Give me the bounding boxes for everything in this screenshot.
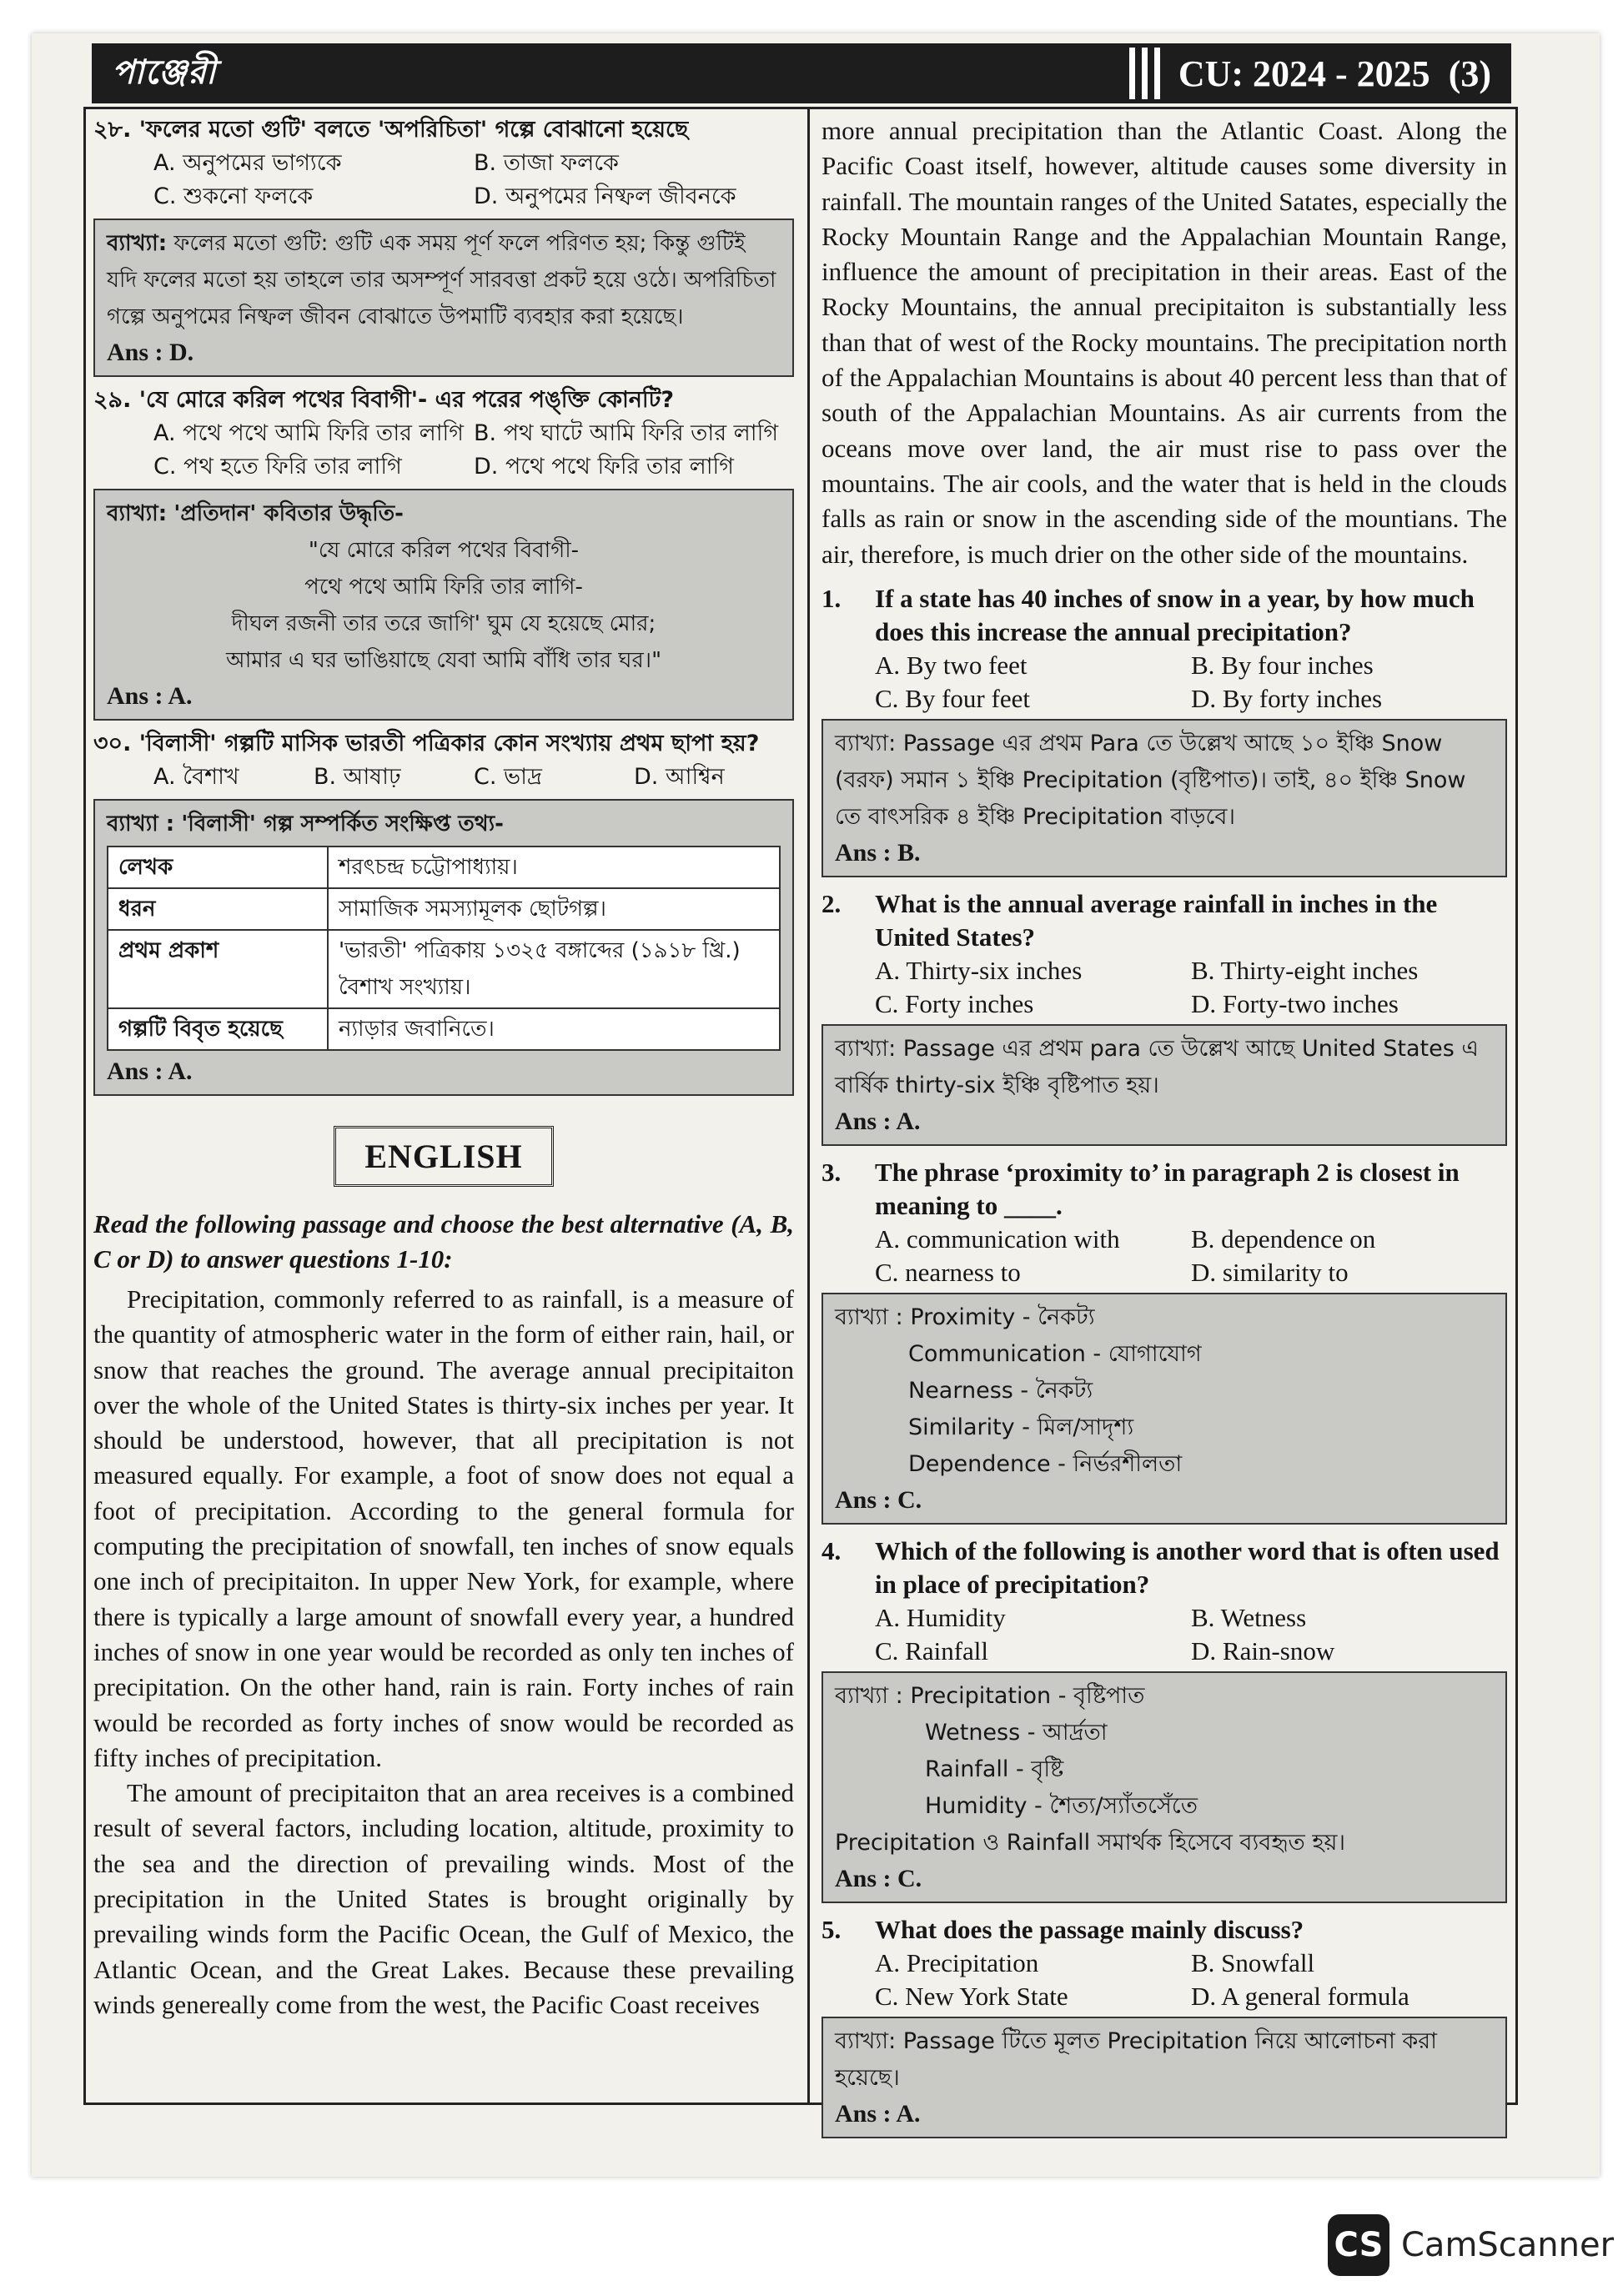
explanation-box-4 [822, 1671, 1507, 1903]
info-table [107, 846, 781, 1051]
option: C. By four feet [875, 683, 1030, 713]
explanation-label: ব্যাখ্যা: [107, 231, 168, 256]
explanation-text: Passage এর প্রথম Para তে উল্লেখ আছে ১০ ইঞ্চি Snow (বরফ) সমান ১ ইঞ্চি Precipitation (বৃষ্টিপাত)। তাই, ৪০ ইঞ্চি Snow তে বাৎসরিক ৪ ইঞ্চি Precipitation বাড়বে। [835, 730, 1466, 830]
table-value: ন্যাড়ার জবানিতে। [328, 1008, 780, 1050]
explanation-label: ব্যাখ্যা: [835, 730, 897, 756]
explanation-text: Passage টিতে মূলত Precipitation নিয়ে আলোচনা করা হয়েছে। [835, 2027, 1437, 2091]
table-row [108, 847, 780, 888]
explanation-box-1 [822, 719, 1507, 877]
table-value: 'ভারতী' পত্রিকায় ১৩২৫ বঙ্গাব্দের (১৯১৮ খ্রি.) বৈশাখ সংখ্যায়। [328, 930, 780, 1008]
gloss-line: Humidity - শৈত্য/স্যাঁতসেঁতে [925, 1792, 1198, 1819]
passage-instruction: Read the following passage and choose the best alternative (A, B, C or D) to answer questions 1-10: [93, 1209, 794, 1274]
question-number: 1. [822, 583, 842, 613]
table-key: প্রথম প্রকাশ [108, 930, 328, 1008]
explanation-label: ব্যাখ্যা : [107, 811, 175, 837]
explanation-box-29 [93, 489, 794, 721]
question-29-options [93, 417, 794, 484]
verse-line: পথে পথে আমি ফিরি তার লাগি- [304, 575, 583, 600]
explanation-box-28 [93, 219, 794, 377]
verse-line: "যে মোরে করিল পথের বিবাগী- [308, 538, 580, 563]
table-row [108, 930, 780, 1008]
english-question-1 [822, 582, 1507, 649]
option: B. Wetness [1191, 1602, 1307, 1632]
option: A. Precipitation [875, 1947, 1039, 1977]
option: A. পথে পথে আমি ফিরি তার লাগি [153, 420, 464, 446]
gloss-line: Wetness - আর্দ্রতা [925, 1719, 1108, 1746]
explanation-label: ব্যাখ্যা : [835, 1304, 903, 1330]
option: B. তাজা ফলকে [474, 150, 619, 176]
option: B. পথ ঘাটে আমি ফিরি তার লাগি [474, 420, 779, 446]
question-4-options [822, 1601, 1507, 1668]
table-key: গল্পটি বিবৃত হয়েছে [108, 1008, 328, 1050]
option: A. By two feet [875, 650, 1028, 680]
option: A. Humidity [875, 1602, 1006, 1632]
english-question-3 [822, 1156, 1507, 1223]
question-text: What is the annual average rainfall in inches in the United States? [875, 888, 1438, 952]
gloss-line: Rainfall - বৃষ্টি [925, 1756, 1064, 1782]
explanation-box-5 [822, 2017, 1507, 2138]
poem-verse [107, 532, 781, 679]
passage-paragraph-2-continued: more annual precipitation than the Atlantic Coast. Along the Pacific Coast itself, however, altitude causes some diversity in rainfall. The mountain ranges of the United Satates, especially the Rocky Mountain Range and the Appalachian Mountain Range, influence the amount of precipitation in their areas. East of the Rocky Mountains, the annual precipitaiton is substantially less than that of west of the Rocky mountains. The precipitation north of the Appalachian Mountains is about 40 percent less than that of south of the Appalachian Mountains. As air currents from the oceans move over land, the air must rise to pass over the mountains. The air cools, and the water that is held in the clouds falls as rain or snow in the ascending side of the mountians. The air, therefore, is much drier on the other side of the mountains. [822, 116, 1507, 569]
question-text: The phrase ‘proximity to’ in paragraph 2 is closest in meaning to ____. [875, 1157, 1460, 1220]
english-question-4 [822, 1535, 1507, 1601]
question-number: 3. [822, 1157, 842, 1187]
gloss-line: Precipitation - বৃষ্টিপাত [910, 1682, 1145, 1709]
option: C. nearness to [875, 1257, 1021, 1287]
table-value: শরৎচন্দ্র চট্টোপাধ্যায়। [328, 847, 780, 888]
camscanner-logo-icon: CS [1328, 2214, 1389, 2276]
question-text: What does the passage mainly discuss? [875, 1914, 1304, 1944]
section-title-english: ENGLISH [334, 1126, 554, 1187]
page-header [92, 43, 1511, 103]
explanation-label: ব্যাখ্যা : [835, 1682, 903, 1709]
column-divider [807, 107, 810, 2105]
answer-3: Ans : C. [835, 1485, 922, 1514]
answer-2: Ans : A. [835, 1107, 921, 1135]
question-29: ২৯. 'যে মোরে করিল পথের বিবাগী'- এর পরের পঙ্‌ক্তি কোনটি? [93, 387, 675, 413]
right-column [822, 113, 1507, 2142]
option: C. New York State [875, 1981, 1068, 2011]
table-value: সামাজিক সমস্যামূলক ছোটগল্প। [328, 888, 780, 930]
header-right [1129, 48, 1491, 99]
gloss-line: Dependence - নির্ভরশীলতা [908, 1450, 1183, 1477]
left-column [93, 113, 794, 2022]
option: B. dependence on [1191, 1223, 1376, 1254]
gloss-line: Nearness - নৈকট্য [908, 1377, 1093, 1404]
page-number: (3) [1448, 53, 1491, 94]
option: A. Thirty-six inches [875, 955, 1083, 985]
option: A. communication with [875, 1223, 1120, 1254]
question-number: 5. [822, 1914, 842, 1944]
passage-paragraph-2: The amount of precipitaiton that an area receives is a combined result of several factors, including location, altitude, proximity to the sea and the direction of prevailing winds. Most of the precipitation in the United States is brought originally by prevailing winds form the Pacific Ocean, the Gulf of Mexico, the Atlantic Ocean, and the Great Lakes. Because these prevailing winds genereally come from the west, the Pacific Coast receives [93, 1778, 794, 2019]
answer-4: Ans : C. [835, 1864, 922, 1892]
explanation-label: ব্যাখ্যা: [835, 1035, 897, 1062]
option: D. Forty-two inches [1191, 988, 1399, 1018]
answer-30: Ans : A. [107, 1058, 193, 1085]
publisher-brand: পাঞ্জেরী [112, 53, 217, 92]
option: B. আষাঢ় [314, 764, 401, 790]
question-3-options [822, 1223, 1507, 1289]
answer-29: Ans : A. [107, 682, 193, 710]
verse-line: আমার এ ঘর ভাঙিয়াছে যেবা আমি বাঁধি তার ঘর।" [225, 648, 662, 673]
option: C. ভাদ্র [474, 764, 542, 790]
gloss-line: Similarity - মিল/সাদৃশ্য [908, 1414, 1134, 1440]
explanation-text: 'প্রতিদান' কবিতার উদ্ধৃতি- [173, 501, 404, 526]
explanation-label: ব্যাখ্যা: [107, 501, 168, 526]
question-2-options [822, 954, 1507, 1021]
explanation-text: 'বিলাসী' গল্প সম্পর্কিত সংক্ষিপ্ত তথ্য- [181, 811, 504, 837]
gloss-line: Communication - যোগাযোগ [908, 1340, 1202, 1367]
verse-line: দীঘল রজনী তার তরে জাগি' ঘুম যে হয়েছে মোর; [231, 611, 656, 636]
camscanner-text: CamScanner [1401, 2226, 1615, 2264]
explanation-text: Passage এর প্রথম para তে উল্লেখ আছে United States এ বার্ষিক thirty-six ইঞ্চি বৃষ্টিপাত হয়। [835, 1035, 1479, 1098]
option: A. অনুপমের ভাগ্যকে [153, 150, 342, 176]
question-number: 4. [822, 1535, 842, 1565]
question-30-options [93, 761, 794, 794]
explanation-box-2 [822, 1024, 1507, 1146]
camscanner-watermark [1328, 2214, 1614, 2276]
table-row [108, 1008, 780, 1050]
option: B. Snowfall [1191, 1947, 1315, 1977]
option: C. শুকনো ফলকে [153, 183, 314, 209]
option: D. By forty inches [1191, 683, 1383, 713]
answer-1: Ans : B. [835, 838, 921, 867]
option: B. By four inches [1191, 650, 1374, 680]
option: D. Rain-snow [1191, 1635, 1335, 1665]
option: D. অনুপমের নিষ্ফল জীবনকে [474, 183, 736, 209]
english-question-2 [822, 887, 1507, 954]
table-row [108, 888, 780, 930]
table-key: ধরন [108, 888, 328, 930]
explanation-box-30 [93, 799, 794, 1096]
answer-5: Ans : A. [835, 2099, 921, 2128]
explanation-box-3 [822, 1293, 1507, 1525]
option: D. আশ্বিন [634, 764, 725, 790]
explanation-text: ফলের মতো গুটি: গুটি এক সময় পূর্ণ ফলে পরিণত হয়; কিন্তু গুটিই যদি ফলের মতো হয় তাহলে তার অসম্পূর্ণ সারবত্তা প্রকট হয়ে ওঠে। অপরিচিতা গল্পে অনুপমের নিষ্ফল জীবন বোঝাতে উপমাটি ব্যবহার করা হয়েছে। [107, 231, 776, 329]
option: C. পথ হতে ফিরি তার লাগি [153, 454, 402, 480]
option: D. A general formula [1191, 1981, 1409, 2011]
option: C. Forty inches [875, 988, 1034, 1018]
table-key: লেখক [108, 847, 328, 888]
question-30: ৩০. 'বিলাসী' গল্পটি মাসিক ভারতী পত্রিকার কোন সংখ্যায় প্রথম ছাপা হয়? [93, 731, 760, 756]
header-bars [1129, 48, 1160, 99]
question-text: If a state has 40 inches of snow in a year, by how much does this increase the annual precipitation? [875, 583, 1475, 646]
option: A. বৈশাখ [153, 764, 239, 790]
option: B. Thirty-eight inches [1191, 955, 1419, 985]
answer-28: Ans : D. [107, 339, 194, 366]
question-number: 2. [822, 888, 842, 918]
english-question-5 [822, 1913, 1507, 1947]
question-5-options [822, 1947, 1507, 2013]
passage-paragraph-1: Precipitation, commonly referred to as rainfall, is a measure of the quantity of atmospheric water in the form of either rain, hail, or snow that reaches the ground. The average annual precipitaiton over the whole of the United States is thirty-six inches per year. It should be understood, however, that all precipitation is not measured equally. For example, a foot of snow does not equal a foot of precipitation. According to the general formula for computing the precipitation of snowfall, ten inches of snow equals one inch of precipitaiton. In upper New York, for example, where there is typically a large amount of snowfall every year, a hundred inches of snow in one year would be recorded as only ten inches of precipitation. On the other hand, rain is rain. Forty inches of rain would be recorded as forty inches of snow would be recorded as fifty inches of precipitation. [93, 1284, 794, 1772]
exam-title: CU: 2024 - 2025 [1178, 53, 1430, 94]
explanation-note: Precipitation ও Rainfall সমার্থক হিসেবে ব্যবহৃত হয়। [835, 1829, 1346, 1856]
explanation-label: ব্যাখ্যা: [835, 2027, 897, 2054]
option: C. Rainfall [875, 1635, 989, 1665]
question-text: Which of the following is another word that is often used in place of precipitation? [875, 1535, 1500, 1599]
question-28-options [93, 147, 794, 214]
option: D. similarity to [1191, 1257, 1349, 1287]
question-28: ২৮. 'ফলের মতো গুটি' বলতে 'অপরিচিতা' গল্পে বোঝানো হয়েছে [93, 117, 689, 143]
question-1-options [822, 649, 1507, 716]
option: D. পথে পথে ফিরি তার লাগি [474, 454, 734, 480]
gloss-line: Proximity - নৈকট্য [910, 1304, 1095, 1330]
